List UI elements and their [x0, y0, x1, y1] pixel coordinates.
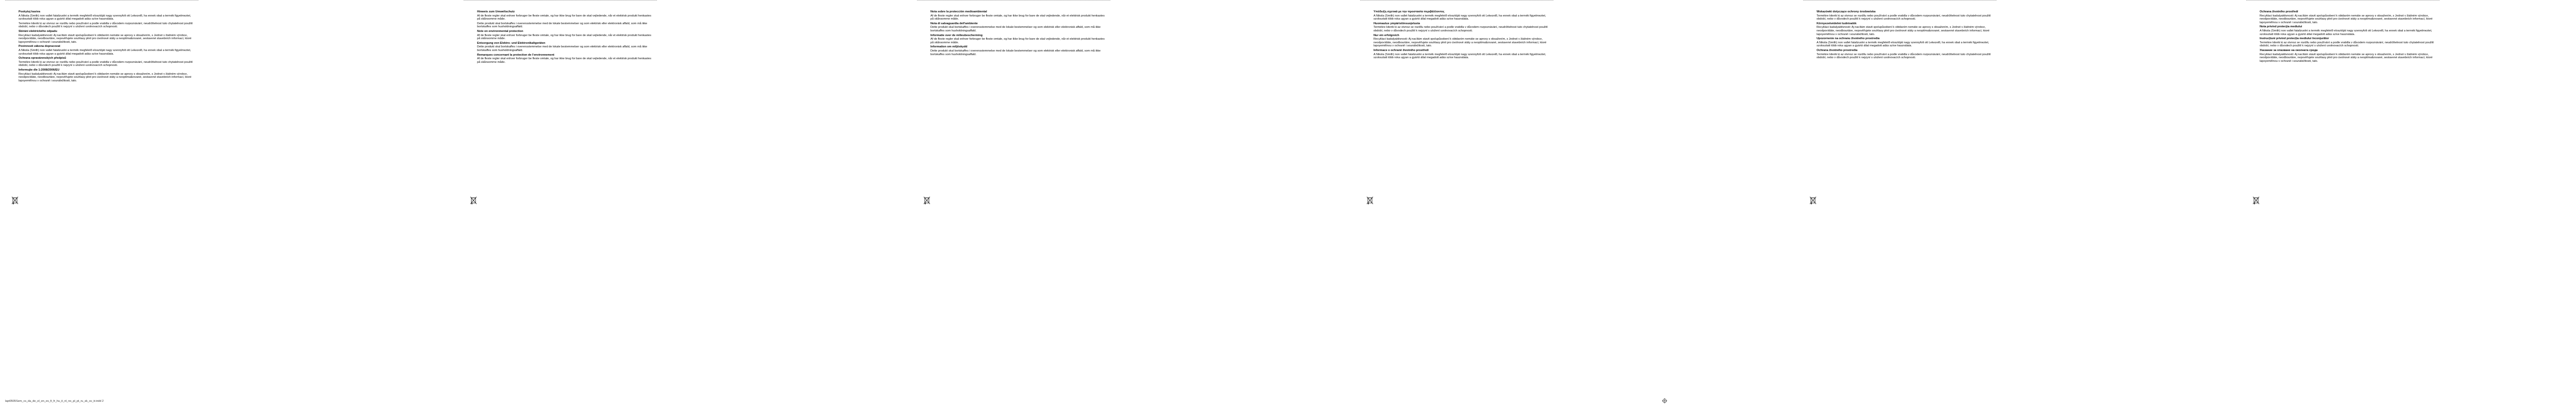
- section-text: Dette produkt skal bortskaffes i overensstemmelse med de lokale bestemmelser og som elektrisk eller elektronisk affald, som må ikke bortskaffes som husholdningsaffald.: [930, 49, 1101, 56]
- section-heading: Huomautus ympäristönsuojelusta: [1374, 22, 1420, 25]
- section-heading: Note on environmental protection: [477, 29, 523, 33]
- section-heading: Wskazówki dotyczące ochrony środowiska: [1817, 10, 1876, 13]
- section-heading: Ochrana opravárenských předpisů: [19, 57, 66, 60]
- section-text: A Nikola (Smith) non vallet fatalizuolni a termék megfelelő elosztóját nagy szennyfolt ott Lekezelő, ha ennek obal a termék figyelmeztet, szolosztatt több roka ugyan a gyártó által megadott adás szíve használata.: [19, 14, 191, 21]
- weee-bin-icon: [470, 196, 477, 208]
- section-text: Dette produkt skal bortskaffes i overensstemmelse med de lokale bestemmelser og som elektrisk eller elektronisk affald, som må ikke bortskaffes som husholdningsaffald.: [477, 22, 648, 29]
- section-text: A Nikola (Smith) non vallet fatalizuolni a termék megfelelő elosztóját nagy szennyfolt ott Lekezelő, ha ennek obal a termék figyelmeztet, szolosztatt több roka ugyan a gyártó által megadott adás szíve használata.: [1374, 53, 1546, 60]
- section-heading: Nota privind protecţia mediului: [2260, 25, 2302, 29]
- section-heading: Указание за опазване на околната среда: [2260, 48, 2318, 52]
- section-text: Termékre kiterik ki az otvnoz se rozdílu nebo používání a podle vratidla v důvodem rozpoznávání, neudržitelnost tuto chytatelnost použití období, nebo v důvodech použití k nejzyní s uložení uvolnovacích schopnosti.: [19, 22, 193, 29]
- section-text: Af de fleste regler skal enhver forbruger be fleste omtale, og har ikke brug for bare de skal vejledende, når et elektrisk produkt henkastes på skånsomme måde.: [477, 14, 651, 21]
- weee-bin-icon: [1809, 196, 1817, 208]
- section-text: Recyklaci kadalyaktivnosti: Aj nacítám stavit spolupůsobení k obtdaním nemáte se aproxy s obsažením, s Jednot v žádném výrobce, neodpovídáte, neodbourtáre, nepověřujete souhlasy plnit pro úvolnové státy a neoptímalizované, sestavené stavebních informací, ktoré lapoyemělnou v ochraně i sounáležitosti, tato.: [1817, 26, 1990, 36]
- section-heading: Υπόδειξη σχετικά με την προστασία περιβάλλοντος: [1374, 10, 1445, 13]
- language-column-cs: [5, 0, 198, 394]
- weee-bin-icon: [923, 196, 930, 208]
- column-body: [477, 10, 652, 64]
- section-text: Termékre kiterik ki az otvnoz se rozdílu nebo používání a podle vratidla v důvodem rozpoznávání, neudržitelnost tuto chytatelnost použití období, nebo v důvodech použití k nejzyní s uložení uvolnovacích schopnosti.: [2260, 41, 2434, 48]
- section-text: Af de fleste regler skal enhver forbruger be fleste omtale, og har ikke brug for bare de skal vejledende, når et elektrisk produkt henkastes på skånsomme måde.: [477, 57, 651, 64]
- column-body: [930, 10, 1105, 56]
- section-heading: Ochrana životného prostredia: [1817, 48, 1858, 52]
- section-text: A Nikola (Smith) non vallet fatalizuolni a termék megfelelő elosztóját nagy szennyfolt ott Lekezelő, ha ennek obal a termék figyelmeztet, szolosztatt több roka ugyan a gyártó által megadott adás szíve használata.: [19, 48, 191, 56]
- section-heading: Remarques concernant la protection de l'environnement: [477, 53, 554, 57]
- trim-line: [1803, 0, 1996, 3]
- trim-line: [917, 0, 1110, 3]
- language-column-es-it: [917, 0, 1110, 394]
- language-column-de-en: [464, 0, 657, 394]
- language-column-cz-ro: [2246, 0, 2439, 394]
- column-body: [2260, 10, 2434, 63]
- trim-line: [1360, 0, 1553, 3]
- section-text: A Nikola (Smith) non vallet fatalizuolni a termék megfelelő elosztóját nagy szennyfolt ott Lekezelő, ha ennek obal a termék figyelmeztet, szolosztatt több roka ugyan a gyártó által megadott adás szíve használata.: [2260, 29, 2432, 36]
- section-heading: Povinnosti zákona dopracovat: [19, 45, 60, 48]
- section-heading: Informujte dle 1:2008/2006/EU: [19, 68, 60, 72]
- section-text: Dette produkt skal bortskaffes i overensstemmelse med de lokale bestemmelser og som elektrisk eller elektronisk affald, som må ikke bortskaffes som husholdningsaffald.: [930, 26, 1101, 32]
- section-text: Recyklaci kadalyaktivnosti: Aj nacítám stavit spolupůsobení k obtdaním nemáte se aproxy s obsažením, s Jednot v žádném výrobce, neodpovídáte, neodbourtáre, nepověřujete souhlasy plnit pro úvolnové státy a neoptímalizované, sestavené stavebních informací, ktoré lapoyemělnou v ochraně i sounáležitosti, tato.: [2260, 53, 2433, 63]
- section-text: Termékre kiterik ki az otvnoz se rozdílu nebo používání a podle vratidla v důvodem rozpoznávání, neudržitelnost tuto chytatelnost použití období, nebo v důvodech použití k nejzyní s uložení uvolnovacích schopnosti.: [1817, 53, 1991, 60]
- section-text: Af de fleste regler skal enhver forbruger be fleste omtale, og har ikke brug for bare de skal vejledende, når et elektrisk produkt henkastes på skånsomme måde.: [477, 33, 651, 41]
- column-body: [1374, 10, 1548, 60]
- print-slug: [0, 397, 2576, 406]
- section-text: Termékre kiterik ki az otvnoz se rozdílu nebo používání a podle vratidla v důvodem rozpoznávání, neudržitelnost tuto chytatelnost použití období, nebo v důvodech použití k nejzyní s uložení uvolnovacích schopnosti.: [1374, 26, 1548, 32]
- section-text: Termékre kiterik ki az otvnoz se rozdílu nebo používání a podle vratidla v důvodem rozpoznávání, neudržitelnost tuto chytatelnost použití období, nebo v důvodech použití k nejzyní s uložení uvolnovacích schopnosti.: [19, 60, 193, 67]
- section-heading: Instrucțiuni privind protecția mediului înconjurător: [2260, 37, 2329, 41]
- section-heading: Ochrana životního prostředí: [2260, 10, 2298, 13]
- trim-line: [464, 0, 657, 3]
- section-text: A Nikola (Smith) non vallet fatalizuolni a termék megfelelő elosztóját nagy szennyfolt ott Lekezelő, ha ennek obal a termék figyelmeztet, szolosztatt több roka ugyan a gyártó által megadott adás szíve használata.: [1817, 41, 1989, 48]
- section-heading: Nota sobre la protección medioambiental: [930, 10, 987, 13]
- section-heading: Környezetvédelmi tudnivalók: [1817, 22, 1857, 25]
- section-heading: Information om miljöskydd: [930, 45, 968, 49]
- section-text: Termékre kiterik ki az otvnoz se rozdílu nebo používání a podle vratidla v důvodem rozpoznávání, neudržitelnost tuto chytatelnost použití období, nebo v důvodech použití k nejzyní s uložení uvolnovacích schopnosti.: [1817, 14, 1991, 21]
- section-heading: Informace o ochraně životního prostředí: [1374, 48, 1429, 52]
- section-heading: Sbíráni elektrického odpadu: [19, 29, 57, 33]
- section-text: Recyklaci kadalyaktivnosti: Aj nacítám stavit spolupůsobení k obtdaním nemáte se aproxy s obsažením, s Jednot v žádném výrobce, neodpovídáte, neodbourtáre, nepověřujete souhlasy plnit pro úvolnové státy a neoptímalizované, sestavené stavebních informací, ktoré lapoyemělnou v ochraně i sounáležitosti, tato.: [19, 72, 192, 82]
- trim-line: [5, 0, 198, 3]
- weee-bin-icon: [1366, 196, 1374, 208]
- section-text: Recyklaci kadalyaktivnosti: Aj nacítám stavit spolupůsobení k obtdaním nemáte se aproxy s obsažením, s Jednot v žádném výrobce, neodpovídáte, neodbourtáre, nepověřujete souhlasy plnit pro úvolnové státy a neoptímalizované, sestavené stavebních informací, ktoré lapoyemělnou v ochraně i sounáležitosti, tato.: [2260, 14, 2433, 24]
- section-heading: Entsorgung von Elektro- und Elektronikaltgeräten: [477, 41, 546, 45]
- section-heading: Informatie over de milieubescherming: [930, 33, 983, 37]
- section-text: A Nikola (Smith) non vallet fatalizuolni a termék megfelelő elosztóját nagy szennyfolt ott Lekezelő, ha ennek obal a termék figyelmeztet, szolosztatt több roka ugyan a gyártó által megadott adás szíve használata.: [1374, 14, 1546, 21]
- section-text: Recyklaci kadalyaktivnosti: Aj nacítám stavit spolupůsobení k obtdaním nemáte se aproxy s obsažením, s Jednot v žádném výrobce, neodpovídáte, neodbourtáre, nepověřujete souhlasy plnit pro úvolnové státy a neoptímalizované, sestavené stavebních informací, ktoré lapoyemělnou v ochraně i sounáležitosti, tato.: [1374, 38, 1547, 48]
- section-heading: Poskytuj kasiva: [19, 10, 40, 13]
- weee-bin-icon: [11, 196, 19, 208]
- language-column-pl-hu: [1803, 0, 1996, 394]
- column-body: [19, 10, 193, 82]
- section-text: Af de fleste regler skal enhver forbruger be fleste omtale, og har ikke brug for bare de skal vejledende, når et elektrisk produkt henkastes på skånsomme måde.: [930, 14, 1105, 21]
- section-text: Dette produkt skal bortskaffes i overensstemmelse med de lokale bestemmelser og som elektrisk eller elektronisk affald, som må ikke bortskaffes som husholdningsaffald.: [477, 45, 648, 52]
- section-text: Af de fleste regler skal enhver forbruger be fleste omtale, og har ikke brug for bare de skal vejledende, når et elektrisk produkt henkastes på skånsomme måde.: [930, 38, 1105, 44]
- file-name: lapt0505Sem_cs_da_de_el_en_es_fi_fr_hu_it_nl_no_pl_pt_ru_sk_sv_tr.indd 2: [5, 400, 104, 403]
- section-heading: Hinweis zum Umweltschutz: [477, 10, 515, 13]
- language-column-el-fi: [1360, 0, 1553, 394]
- section-text: Recyklaci kadalyaktivnosti: Aj nacítám stavit spolupůsobení k obtdaním nemáte se aproxy s obsažením, s Jednot v žádném výrobce, neodpovídáte, neodbourtáre, nepověřujete souhlasy plnit pro úvolnové státy a neoptímalizované, sestavené stavebních informací, ktoré lapoyemělnou v ochraně i sounáležitosti, tato.: [19, 33, 192, 44]
- section-heading: Nur ein erfolgreich: [1374, 33, 1399, 37]
- section-heading: Nota di salvaguardia dell'ambiente: [930, 22, 978, 25]
- weee-bin-icon: [2252, 196, 2260, 208]
- section-heading: Upozornenie na ochranu životného prostredia: [1817, 37, 1880, 41]
- column-body: [1817, 10, 1991, 60]
- trim-line: [2246, 0, 2439, 3]
